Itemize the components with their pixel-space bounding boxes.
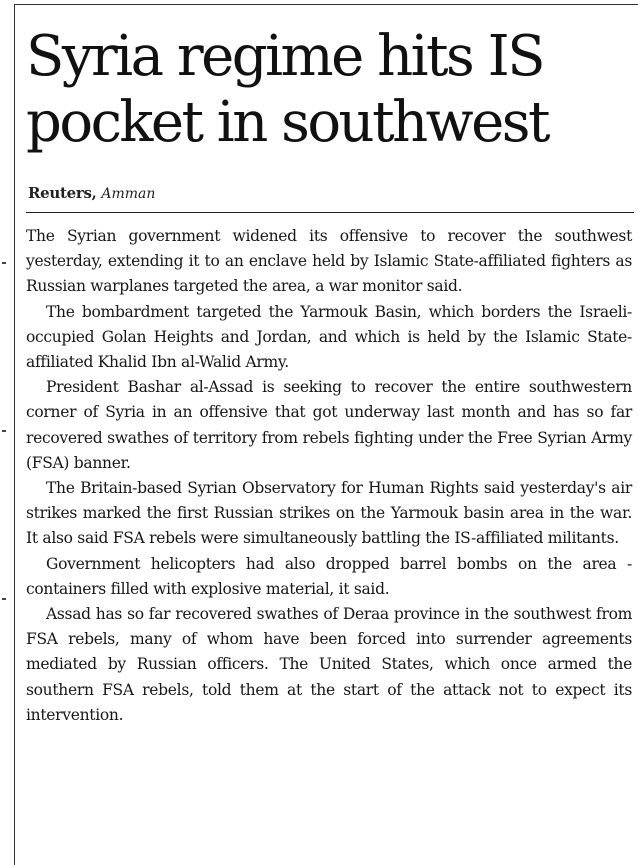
paragraph-2: The bombardment targeted the Yarmouk Basin, which borders the Israeli-occupied Golan Heights and Jordan, and which is held by the Islamic State-affiliated Khalid Ibn al-Walid Army. bbox=[26, 302, 632, 372]
edge-mark bbox=[2, 598, 6, 600]
article-body bbox=[26, 224, 632, 728]
byline bbox=[28, 183, 155, 204]
paragraph-4: The Britain-based Syrian Observatory for Human Rights said yesterday's air strikes marked the first Russian strikes on the Yarmouk basin area in the war. It also said FSA rebels were simultaneously battling the IS-affiliated militants. bbox=[26, 479, 632, 548]
column-left-rule bbox=[14, 4, 15, 865]
paragraph-1: The Syrian government widened its offensive to recover the southwest yesterday, extending it to an enclave held by Islamic State-affiliated fighters as Russian warplanes targeted the area, a war monitor said. bbox=[26, 227, 632, 296]
headline-line-2: pocket in southwest bbox=[26, 90, 548, 155]
paragraph-6: Assad has so far recovered swathes of Deraa province in the southwest from FSA rebels, many of whom have been forced into surrender agreements mediated by Russian officers. The United States, which once armed the southern FSA rebels, told them at the start of the attack not to expect its intervention. bbox=[26, 605, 632, 724]
byline-place: Amman bbox=[101, 186, 156, 202]
edge-mark bbox=[2, 430, 6, 432]
article-headline bbox=[26, 24, 634, 156]
headline-line-1: Syria regime hits IS bbox=[26, 24, 544, 89]
column-top-rule bbox=[14, 4, 638, 5]
byline-source: Reuters, bbox=[28, 184, 97, 202]
paragraph-5: Government helicopters had also dropped barrel bombs on the area - containers filled with explosive material, it said. bbox=[26, 554, 632, 598]
paragraph-3: President Bashar al-Assad is seeking to recover the entire southwestern corner of Syria in an offensive that got underway last month and has so far recovered swathes of territory from rebels fighting under the Free Syrian Army (FSA) banner. bbox=[26, 378, 632, 472]
edge-mark bbox=[2, 262, 6, 264]
byline-divider bbox=[26, 212, 634, 213]
